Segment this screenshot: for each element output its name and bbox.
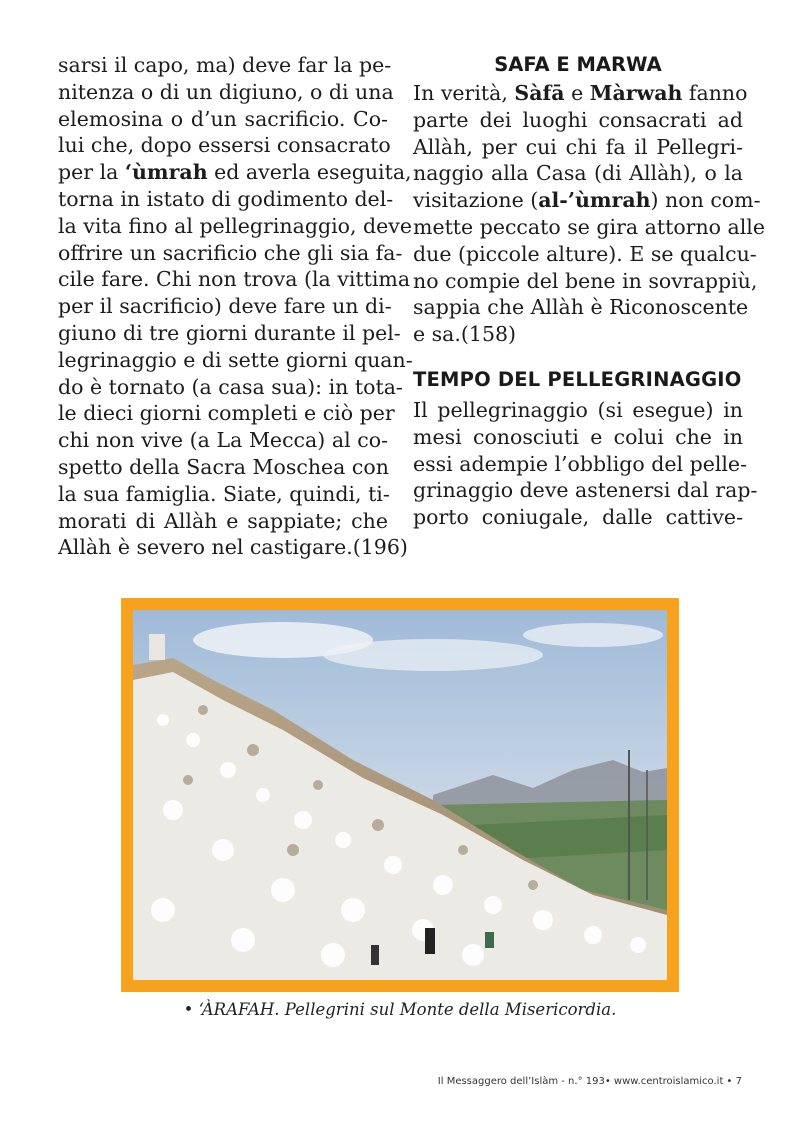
text-line: giuno di tre giorni durante il pel- <box>58 320 401 345</box>
text-line: la vita fino al pellegrinaggio, deve <box>58 213 412 238</box>
text-fragment: e <box>564 81 590 105</box>
text-fragment: fanno <box>682 81 748 105</box>
text-line: due (piccole alture). E se qualcu- <box>413 241 757 266</box>
text-line: la sua famiglia. Siate, quindi, ti- <box>58 481 390 506</box>
text-line: naggio alla Casa (di Allàh), o la <box>413 161 743 186</box>
text-line: nitenza o di un digiuno, o di una <box>58 79 394 104</box>
text-line: no compie del bene in sovrappiù, <box>413 268 758 293</box>
text-fragment: ed averla eseguita, <box>207 160 412 185</box>
text-line: morati di Allàh e sappiate; che <box>58 508 388 533</box>
bold-term: al-’ùmrah <box>538 188 651 213</box>
text-line <box>413 80 748 107</box>
text-line: grinaggio deve astenersi dal rap- <box>413 478 758 503</box>
bold-term: Sàfā <box>514 81 565 105</box>
section-heading-safa-marwa: SAFA E MARWA <box>494 53 662 76</box>
text-line: e sa.(158) <box>413 322 517 347</box>
text-line: Allàh, per cui chi fa il Pellegri- <box>413 134 743 159</box>
right-column <box>413 52 765 531</box>
section-safa-marwa-text <box>413 80 765 348</box>
left-column <box>58 52 413 561</box>
text-line: Allàh è severo nel castigare.(196) <box>58 535 408 560</box>
text-line: elemosina o d’un sacrificio. Co- <box>58 106 388 131</box>
text-line: sarsi il capo, ma) deve far la pe- <box>58 53 392 77</box>
page-footer: Il Messaggero dell’Islàm - n.° 193• www.centroislamico.it • 7 <box>437 1076 742 1087</box>
text-fragment: In verità, <box>413 81 515 105</box>
text-line: torna in istato di godimento del- <box>58 186 394 211</box>
text-line: mesi conosciuti e colui che in <box>413 424 743 449</box>
text-line: sappia che Allàh è Riconoscente <box>413 295 749 320</box>
arafah-pilgrims-photo <box>133 610 667 980</box>
photo-frame <box>121 598 679 992</box>
text-line: per il sacrificio) deve fare un di- <box>58 294 392 319</box>
bold-term: Màrwah <box>589 81 683 105</box>
text-line <box>58 159 412 186</box>
text-line: chi non vive (a La Mecca) al co- <box>58 428 388 453</box>
text-line: le dieci giorni completi e ciò per <box>58 401 395 426</box>
text-line: parte dei luoghi consacrati ad <box>413 107 743 132</box>
text-fragment: per la <box>58 160 125 185</box>
text-line: Il pellegrinaggio (si esegue) in <box>413 397 743 422</box>
text-line: porto coniugale, dalle cattive- <box>413 505 743 530</box>
text-line: essi adempie l’obbligo del pelle- <box>413 451 747 476</box>
photo-caption: • ‘ÀRAFAH. Pellegrini sul Monte della Misericordia. <box>183 1000 617 1019</box>
text-line: do è tornato (a casa sua): in tota- <box>58 374 403 399</box>
bold-term: ‘ùmrah <box>124 160 208 185</box>
text-line: cile fare. Chi non trova (la vittima <box>58 267 411 292</box>
text-line: mette peccato se gira attorno alle <box>413 214 765 239</box>
text-line: spetto della Sacra Moschea con <box>58 454 389 479</box>
text-fragment: visitazione ( <box>413 188 539 213</box>
section-heading-tempo-pellegrinaggio: TEMPO DEL PELLEGRINAGGIO <box>413 367 742 391</box>
text-line: offrire un sacrificio che gli sia fa- <box>58 240 403 265</box>
text-line: legrinaggio e di sette giorni quan- <box>58 347 413 372</box>
text-line <box>413 187 761 214</box>
text-line: lui che, dopo essersi consacrato <box>58 133 391 158</box>
text-fragment: ) non com- <box>650 188 761 213</box>
section-tempo-text <box>413 397 758 531</box>
